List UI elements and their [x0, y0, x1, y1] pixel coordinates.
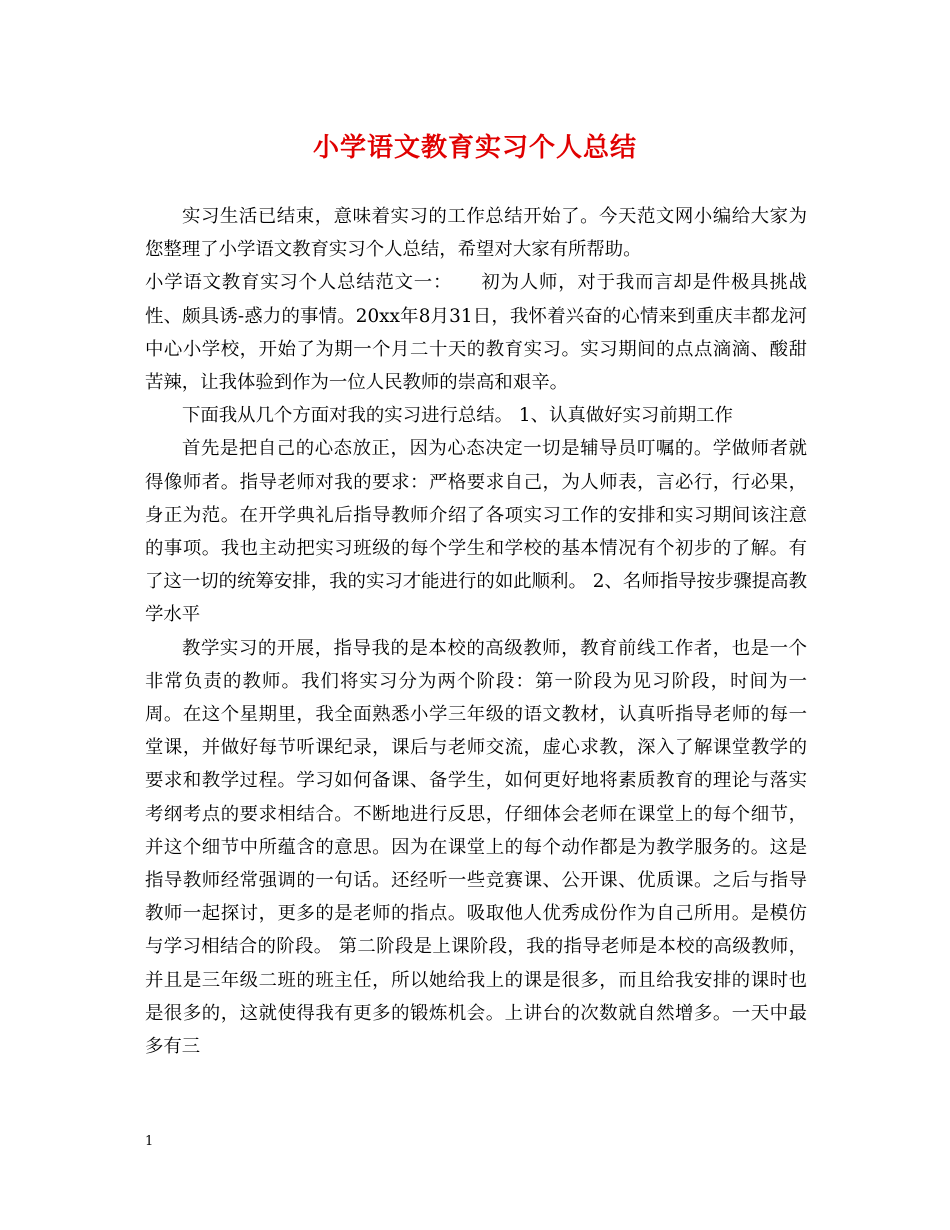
paragraph-overview: 下面我从几个方面对我的实习进行总结。 1、认真做好实习前期工作 — [182, 405, 733, 427]
document-body — [145, 200, 807, 1063]
paragraph-sample-one: 小学语文教育实习个人总结范文一： 初为人师，对于我而言却是件极具挑战性、颇具诱-惑力的事情。20xx年8月31日，我怀着兴奋的心情来到重庆丰都龙河中心小学校，开始了为期一个月二十天的教育实习。实习期间的点点滴滴、酸甜苦辣，让我体验到作为一位人民教师的崇高和艰辛。 — [145, 272, 807, 394]
document-title: 小学语文教育实习个人总结 — [312, 133, 637, 163]
page-number: 1 — [145, 1134, 154, 1149]
paragraph-preparation: 首先是把自己的心态放正，因为心态决定一切是辅导员叮嘱的。学做师者就得像师者。指导老师对我的要求：严格要求自己，为人师表，言必行，行必果，身正为范。在开学典礼后指导教师介绍了各项实习工作的安排和实习期间该注意的事项。我也主动把实习班级的每个学生和学校的基本情况有个初步的了解。有了这一切的统筹安排，我的实习才能进行的如此顺利。 2、名师指导按步骤提高教学水平 — [145, 438, 807, 626]
paragraph-intro: 实习生活已结束，意味着实习的工作总结开始了。今天范文网小编给大家为您整理了小学语文教育实习个人总结，希望对大家有所帮助。 — [145, 206, 807, 261]
paragraph-teaching-practice: 教学实习的开展，指导我的是本校的高级教师，教育前线工作者，也是一个非常负责的教师。我们将实习分为两个阶段：第一阶段为见习阶段，时间为一周。在这个星期里，我全面熟悉小学三年级的语文教材，认真听指导老师的每一堂课，并做好每节听课纪录，课后与老师交流，虚心求教，深入了解课堂教学的要求和教学过程。学习如何备课、备学生，如何更好地将素质教育的理论与落实考纲考点的要求相结合。不断地进行反思，仔细体会老师在课堂上的每个细节，并这个细节中所蕴含的意思。因为在课堂上的每个动作都是为教学服务的。这是指导教师经常强调的一句话。还经听一些竞赛课、公开课、优质课。之后与指导教师一起探讨，更多的是老师的指点。吸取他人优秀成份作为自己所用。是模仿与学习相结合的阶段。 第二阶段是上课阶段，我的指导老师是本校的高级教师，并且是三年级二班的班主任，所以她给我上的课是很多，而且给我安排的课时也是很多的，这就使得我有更多的锻炼机会。上讲台的次数就自然增多。一天中最多有三 — [145, 637, 807, 1058]
